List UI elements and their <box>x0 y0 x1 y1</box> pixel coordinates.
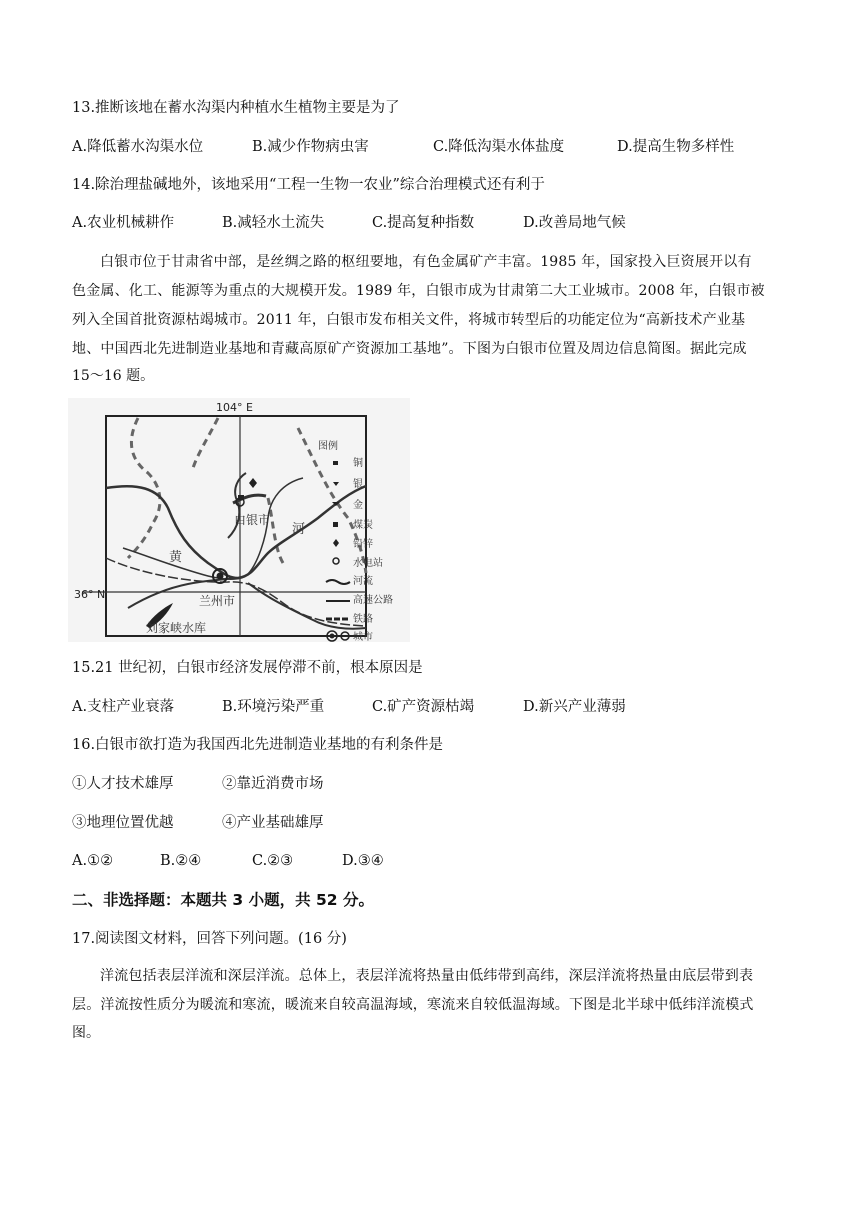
legend-railway: 铁路 <box>353 614 373 625</box>
q16-option-d: D.③④ <box>342 853 384 869</box>
boundary-line-2 <box>193 418 218 468</box>
q17-passage-line-3: 图。 <box>72 1025 100 1041</box>
legend-hydropower: 水电站 <box>353 558 383 569</box>
q14-option-a: A.农业机械耕作 <box>72 215 175 231</box>
lat-label: 36° N <box>74 588 106 601</box>
legend-silver: 银 <box>353 479 363 490</box>
q17-passage-line-1: 洋流包括表层洋流和深层洋流。总体上，表层洋流将热量由低纬带到高纬，深层洋流将热量由底层带到表 <box>100 968 754 984</box>
q14-option-d: D.改善局地气候 <box>523 215 626 231</box>
map-legend <box>318 439 393 642</box>
q14-stem: 14.除治理盐碱地外，该地采用“工程一生物一农业”综合治理模式还有利于 <box>72 177 545 193</box>
legend-copper: 铜 <box>353 458 363 469</box>
legend-title: 图例 <box>318 441 338 452</box>
legend-leadzinc: 铅锌 <box>353 539 373 550</box>
q14-option-b: B.减轻水土流失 <box>222 215 325 231</box>
q16-item-4: ④产业基础雄厚 <box>222 815 324 831</box>
lon-label: 104° E <box>216 401 253 414</box>
q16-item-2: ②靠近消费市场 <box>222 776 324 792</box>
q16-item-3: ③地理位置优越 <box>72 815 174 831</box>
section-2-heading: 二、非选择题：本题共 3 小题，共 52 分。 <box>72 891 374 909</box>
river-char-huang: 黄 <box>169 550 183 565</box>
passage1-line-2: 色金属、化工、能源等为重点的大规模开发。1989 年，白银市成为甘肃第二大工业城市。2008 年，白银市被 <box>72 283 765 299</box>
legend-highway: 高速公路 <box>353 595 393 606</box>
legend-gold: 金 <box>353 500 363 511</box>
q16-option-b: B.②④ <box>160 853 202 869</box>
reservoir-label: 刘家峡水库 <box>146 621 207 635</box>
q13-option-d: D.提高生物多样性 <box>617 139 735 155</box>
baiyin-location-map <box>68 398 410 642</box>
legend-city: 城市 <box>353 632 373 642</box>
lanzhou-label: 兰州市 <box>199 594 236 608</box>
q13-option-b: B.减少作物病虫害 <box>252 139 369 155</box>
q16-stem: 16.白银市欲打造为我国西北先进制造业基地的有利条件是 <box>72 737 444 753</box>
q15-stem: 15.21 世纪初，白银市经济发展停滞不前，根本原因是 <box>72 660 423 676</box>
q15-option-d: D.新兴产业薄弱 <box>523 699 626 715</box>
q15-option-a: A.支柱产业衰落 <box>72 699 175 715</box>
legend-coal: 煤炭 <box>353 520 373 531</box>
q14-option-c: C.提高复种指数 <box>372 215 475 231</box>
q13-option-a: A.降低蓄水沟渠水位 <box>72 139 204 155</box>
legend-river: 河流 <box>353 576 373 587</box>
passage1-line-5: 15～16 题。 <box>72 368 155 384</box>
map-svg <box>68 398 410 642</box>
q13-stem: 13.推断该地在蓄水沟渠内种植水生植物主要是为了 <box>72 100 400 116</box>
q17-stem: 17.阅读图文材料，回答下列问题。(16 分) <box>72 931 347 947</box>
baiyin-label: 白银市 <box>234 513 271 527</box>
passage1-line-1: 白银市位于甘肃省中部，是丝绸之路的枢纽要地，有色金属矿产丰富。1985 年，国家投入巨资展开以有 <box>100 254 752 270</box>
river-char-he: 河 <box>292 522 306 537</box>
q17-passage-line-2: 层。洋流按性质分为暖流和寒流，暖流来自较高温海域，寒流来自较低温海域。下图是北半球中低纬洋流模式 <box>72 997 754 1013</box>
passage1-line-4: 地、中国西北先进制造业基地和青藏高原矿产资源加工基地”。下图为白银市位置及周边信息简图。据此完成 <box>72 341 747 357</box>
q16-item-1: ①人才技术雄厚 <box>72 776 174 792</box>
q16-option-c: C.②③ <box>252 853 294 869</box>
q15-option-c: C.矿产资源枯竭 <box>372 699 475 715</box>
leadzinc-symbol <box>249 478 257 488</box>
river-branch-2 <box>248 583 366 629</box>
q15-option-b: B.环境污染严重 <box>222 699 325 715</box>
q13-option-c: C.降低沟渠水体盐度 <box>433 139 565 155</box>
q16-option-a: A.①② <box>72 853 114 869</box>
passage1-line-3: 列入全国首批资源枯竭城市。2011 年，白银市发布相关文件，将城市转型后的功能定位为“高新技术产业基 <box>72 312 746 328</box>
